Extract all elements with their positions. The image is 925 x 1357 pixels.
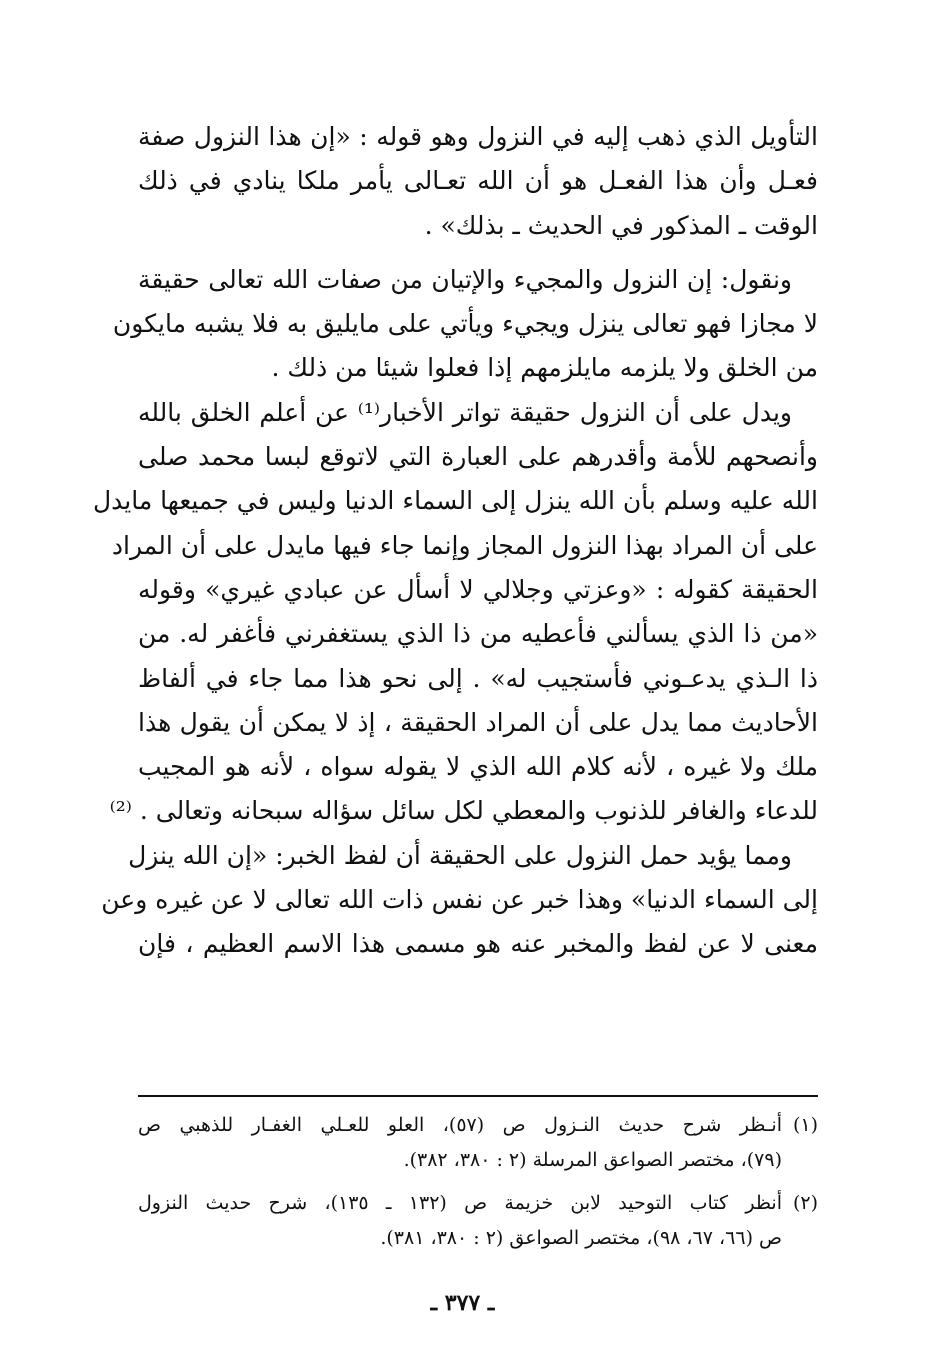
text-line: الحقيقة كقوله : «وعزتي وجلالي لا أسأل عن عبادي غيري» وقوله (138, 574, 818, 604)
footnote (138, 1186, 818, 1256)
text-line: «من ذا الذي يسألني فأعطيه من ذا الذي يستغفرني فأغفر له. من (138, 619, 818, 649)
footnote-line: ص (٦٦، ٦٧، ٩٨)، مختصر الصواعق (٢ : ٣٨٠، ٣٨١). (380, 1227, 782, 1249)
main-text (92, 115, 818, 967)
text-line: ملك ولا غيره ، لأنه كلام الله الذي لا يقوله سواه ، لأنه هو المجيب (138, 752, 818, 782)
text-line: ونقول: إن النزول والمجيء والإتيان من صفات الله تعالى حقيقة (138, 264, 792, 294)
text-line: وأنصحهم للأمة وأقدرهم على العبارة التي لاتوقع لبسا محمد صلى (138, 442, 818, 472)
text-line: للدعاء والغافر للذنوب والمعطي لكل سائل سؤاله سبحانه وتعالى . ⁽²⁾ (109, 796, 818, 826)
text-line: الأحاديث مما يدل على أن المراد الحقيقة ، إذ لا يمكن أن يقول هذا (138, 707, 818, 737)
paragraph (112, 258, 818, 391)
footnote-number: (١) (792, 1114, 818, 1136)
text-line: ذا الـذي يدعـوني فأستجيب له» . إلى نحو هذا مما جاء في ألفاظ (138, 663, 818, 693)
footnote-line: أنظر كتاب التوحيد لابن خزيمة ص (١٣٢ ـ ١٣٥)، شرح حديث النزول (138, 1192, 782, 1214)
text-line: على أن المراد بهذا النزول المجاز وإنما جاء فيها مايدل على أن المراد (111, 530, 818, 560)
footnote-line: (٧٩)، مختصر الصواعق المرسلة (٢ : ٣٨٠، ٣٨٢). (403, 1149, 782, 1171)
paragraph (138, 115, 818, 248)
page-number: ـ ٣٧٧ ـ (430, 1290, 495, 1316)
paragraph (92, 391, 818, 834)
footnote-divider (138, 1095, 818, 1097)
footnote-number: (٢) (792, 1192, 818, 1214)
footnote-line: أنـظر شرح حديث النـزول ص (٥٧)، العلو للعـلي الغفـار للذهبي ص (138, 1114, 783, 1136)
text-line: فعـل وأن هذا الفعـل هو أن الله تعـالى يأمر ملكا ينادي في ذلك (138, 166, 818, 196)
footnote (138, 1108, 818, 1178)
text-line: الوقت ـ المذكور في الحديث ـ بذلك» . (424, 210, 818, 240)
text-line: معنى لا عن لفظ والمخبر عنه هو مسمى هذا الاسم العظيم ، فإن (138, 929, 818, 959)
text-line: ويدل على أن النزول حقيقة تواتر الأخبار⁽¹⁾ عن أعلم الخلق بالله (138, 397, 792, 427)
text-line: إلى السماء الدنيا» وهذا خبر عن نفس ذات الله تعالى لا عن غيره وعن (101, 885, 818, 915)
text-line: التأويل الذي ذهب إليه في النزول وهو قوله : «إن هذا النزول صفة (138, 122, 818, 151)
text-line: الله عليه وسلم بأن الله ينزل إلى السماء الدنيا وليس في جميعها مايدل (92, 486, 818, 516)
text-line: لا مجازا فهو تعالى ينزل ويجيء ويأتي على مايليق به فلا يشبه مايكون (112, 309, 818, 339)
paragraph (101, 834, 818, 967)
text-line: من الخلق ولا يلزمه مايلزمهم إذا فعلوا شيئا من ذلك . (271, 353, 818, 383)
footnotes (138, 1108, 818, 1264)
text-line: ومما يؤيد حمل النزول على الحقيقة أن لفظ الخبر: «إن الله ينزل (128, 840, 792, 870)
